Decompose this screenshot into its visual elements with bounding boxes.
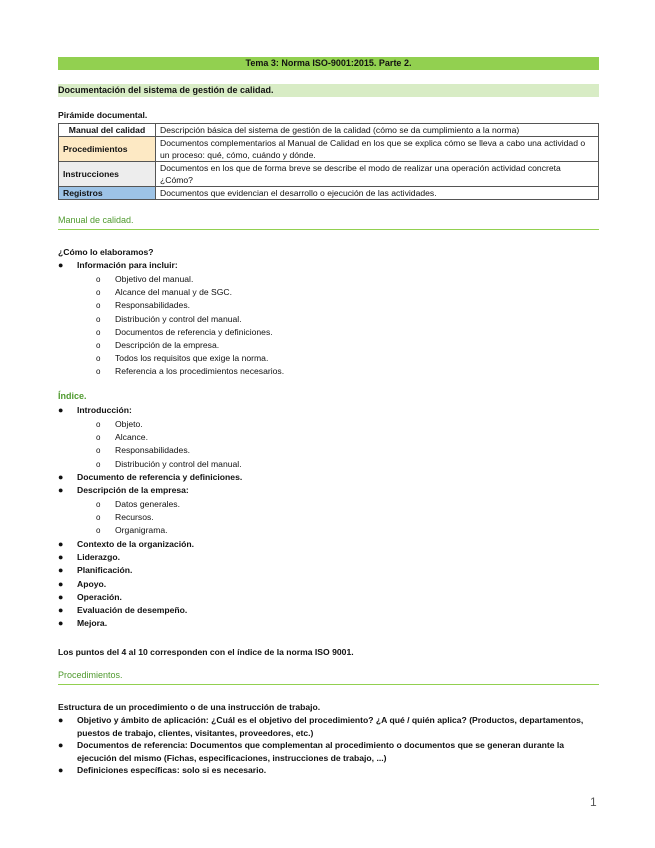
bullet-icon: ● bbox=[58, 485, 64, 496]
list-item: o Referencia a los procedimientos necesarios. bbox=[96, 365, 284, 378]
table-row bbox=[59, 187, 599, 200]
bullet-icon: ● bbox=[58, 765, 64, 775]
list-item: o Responsabilidades. bbox=[96, 299, 284, 312]
table-row bbox=[59, 137, 599, 162]
bullet-icon: ● bbox=[58, 618, 64, 629]
pyramid-key: Instrucciones bbox=[59, 162, 156, 187]
circle-bullet-icon: o bbox=[96, 367, 101, 377]
list-item: ● Evaluación de desempeño. bbox=[58, 604, 194, 617]
list-item: ● Documentos de referencia: Documentos que complementan al procedimiento o documentos que se generan durante la ejecución del mismo (Fichas, especificaciones, instrucciones de trabajo, ...) bbox=[58, 740, 565, 763]
manual-list bbox=[58, 259, 178, 272]
circle-bullet-icon: o bbox=[96, 314, 101, 324]
bullet-icon: ● bbox=[58, 578, 64, 589]
circle-bullet-icon: o bbox=[96, 301, 101, 311]
circle-bullet-icon: o bbox=[96, 340, 101, 350]
list-item: o Todos los requisitos que exige la norma. bbox=[96, 352, 284, 365]
list-item: o Distribución y control del manual. bbox=[96, 458, 242, 471]
list-item: ● Apoyo. bbox=[58, 578, 194, 591]
bullet-icon: ● bbox=[58, 715, 64, 725]
pyramid-value: Documentos en los que de forma breve se describe el modo de realizar una operación actividad concreta ¿Cómo? bbox=[156, 162, 599, 187]
list-item: ● Liderazgo. bbox=[58, 551, 194, 564]
bullet-icon: ● bbox=[58, 604, 64, 615]
list-item: o Datos generales. bbox=[96, 498, 180, 511]
list-item: ● Objetivo y ámbito de aplicación: ¿Cuál es el objetivo del procedimiento? ¿A qué / quién aplica? (Productos, departamentos, puestos de trabajo, clientes, visitantes, proveedores, etc.) bbox=[58, 715, 584, 738]
index-intro-list bbox=[58, 418, 242, 471]
list-item: ● Planificación. bbox=[58, 564, 194, 577]
table-row bbox=[59, 162, 599, 187]
procedures-list bbox=[58, 714, 599, 777]
heading-rule bbox=[58, 684, 599, 685]
list-item: o Distribución y control del manual. bbox=[96, 313, 284, 326]
circle-bullet-icon: o bbox=[96, 354, 101, 364]
circle-bullet-icon: o bbox=[96, 327, 101, 337]
list-item: ● Contexto de la organización. bbox=[58, 538, 194, 551]
list-item: ● Introducción: bbox=[58, 404, 132, 417]
page-number: 1 bbox=[590, 795, 597, 809]
list-item: ● Descripción de la empresa: bbox=[58, 484, 242, 497]
pyramid-table bbox=[58, 123, 599, 200]
bullet-icon: ● bbox=[58, 539, 64, 549]
list-item: o Descripción de la empresa. bbox=[96, 339, 284, 352]
circle-bullet-icon: o bbox=[96, 513, 101, 523]
manual-info-list bbox=[58, 273, 284, 379]
pyramid-label: Pirámide documental. bbox=[58, 110, 148, 120]
list-item: o Objeto. bbox=[96, 418, 242, 431]
index-note: Los puntos del 4 al 10 corresponden con el índice de la norma ISO 9001. bbox=[58, 647, 354, 657]
circle-bullet-icon: o bbox=[96, 500, 101, 509]
index-heading: Índice. bbox=[58, 391, 87, 401]
bullet-icon: ● bbox=[58, 405, 64, 415]
list-item: o Objetivo del manual. bbox=[96, 273, 284, 286]
index-list-2 bbox=[58, 471, 242, 497]
pyramid-value: Documentos que evidencian el desarrollo o ejecución de las actividades. bbox=[156, 187, 599, 200]
table-row bbox=[59, 124, 599, 137]
manual-question: ¿Cómo lo elaboramos? bbox=[58, 247, 154, 257]
circle-bullet-icon: o bbox=[96, 275, 101, 284]
circle-bullet-icon: o bbox=[96, 446, 101, 456]
list-item: ● Información para incluir: bbox=[58, 259, 178, 272]
pyramid-key: Registros bbox=[59, 187, 156, 200]
manual-heading: Manual de calidad. bbox=[58, 215, 134, 225]
circle-bullet-icon: o bbox=[96, 459, 101, 469]
pyramid-value: Descripción básica del sistema de gestión de la calidad (cómo se da cumplimiento a la norma) bbox=[156, 124, 599, 137]
bullet-icon: ● bbox=[58, 552, 64, 563]
list-item: o Organigrama. bbox=[96, 524, 180, 537]
circle-bullet-icon: o bbox=[96, 433, 101, 443]
index-desc-list bbox=[58, 498, 180, 538]
list-item: o Recursos. bbox=[96, 511, 180, 524]
list-item: ● Documento de referencia y definiciones. bbox=[58, 471, 242, 484]
bullet-icon: ● bbox=[58, 472, 64, 482]
circle-bullet-icon: o bbox=[96, 526, 101, 536]
bullet-icon: ● bbox=[58, 260, 64, 270]
pyramid-key: Manual del calidad bbox=[59, 124, 156, 137]
pyramid-key: Procedimientos bbox=[59, 137, 156, 162]
section-title-bar: Documentación del sistema de gestión de calidad. bbox=[58, 84, 599, 97]
index-list-3 bbox=[58, 538, 194, 630]
list-item: ● Mejora. bbox=[58, 617, 194, 630]
list-item: o Responsabilidades. bbox=[96, 444, 242, 457]
index-list bbox=[58, 404, 132, 417]
bullet-icon: ● bbox=[58, 740, 64, 750]
circle-bullet-icon: o bbox=[96, 288, 101, 298]
bullet-icon: ● bbox=[58, 591, 64, 602]
bullet-icon: ● bbox=[58, 565, 64, 576]
list-item: o Alcance. bbox=[96, 431, 242, 444]
list-item: o Documentos de referencia y definiciones. bbox=[96, 326, 284, 339]
list-item: ● Definiciones específicas: solo si es necesario. bbox=[58, 765, 267, 775]
procedures-structure-label: Estructura de un procedimiento o de una instrucción de trabajo. bbox=[58, 702, 321, 712]
procedures-heading: Procedimientos. bbox=[58, 670, 123, 680]
circle-bullet-icon: o bbox=[96, 420, 101, 429]
list-item: ● Operación. bbox=[58, 591, 194, 604]
document-title-bar: Tema 3: Norma ISO-9001:2015. Parte 2. bbox=[58, 57, 599, 70]
list-item: o Alcance del manual y de SGC. bbox=[96, 286, 284, 299]
heading-rule bbox=[58, 229, 599, 230]
pyramid-value: Documentos complementarios al Manual de Calidad en los que se explica cómo se lleva a cabo una actividad o un proceso: qué, cómo, cuándo y dónde. bbox=[156, 137, 599, 162]
